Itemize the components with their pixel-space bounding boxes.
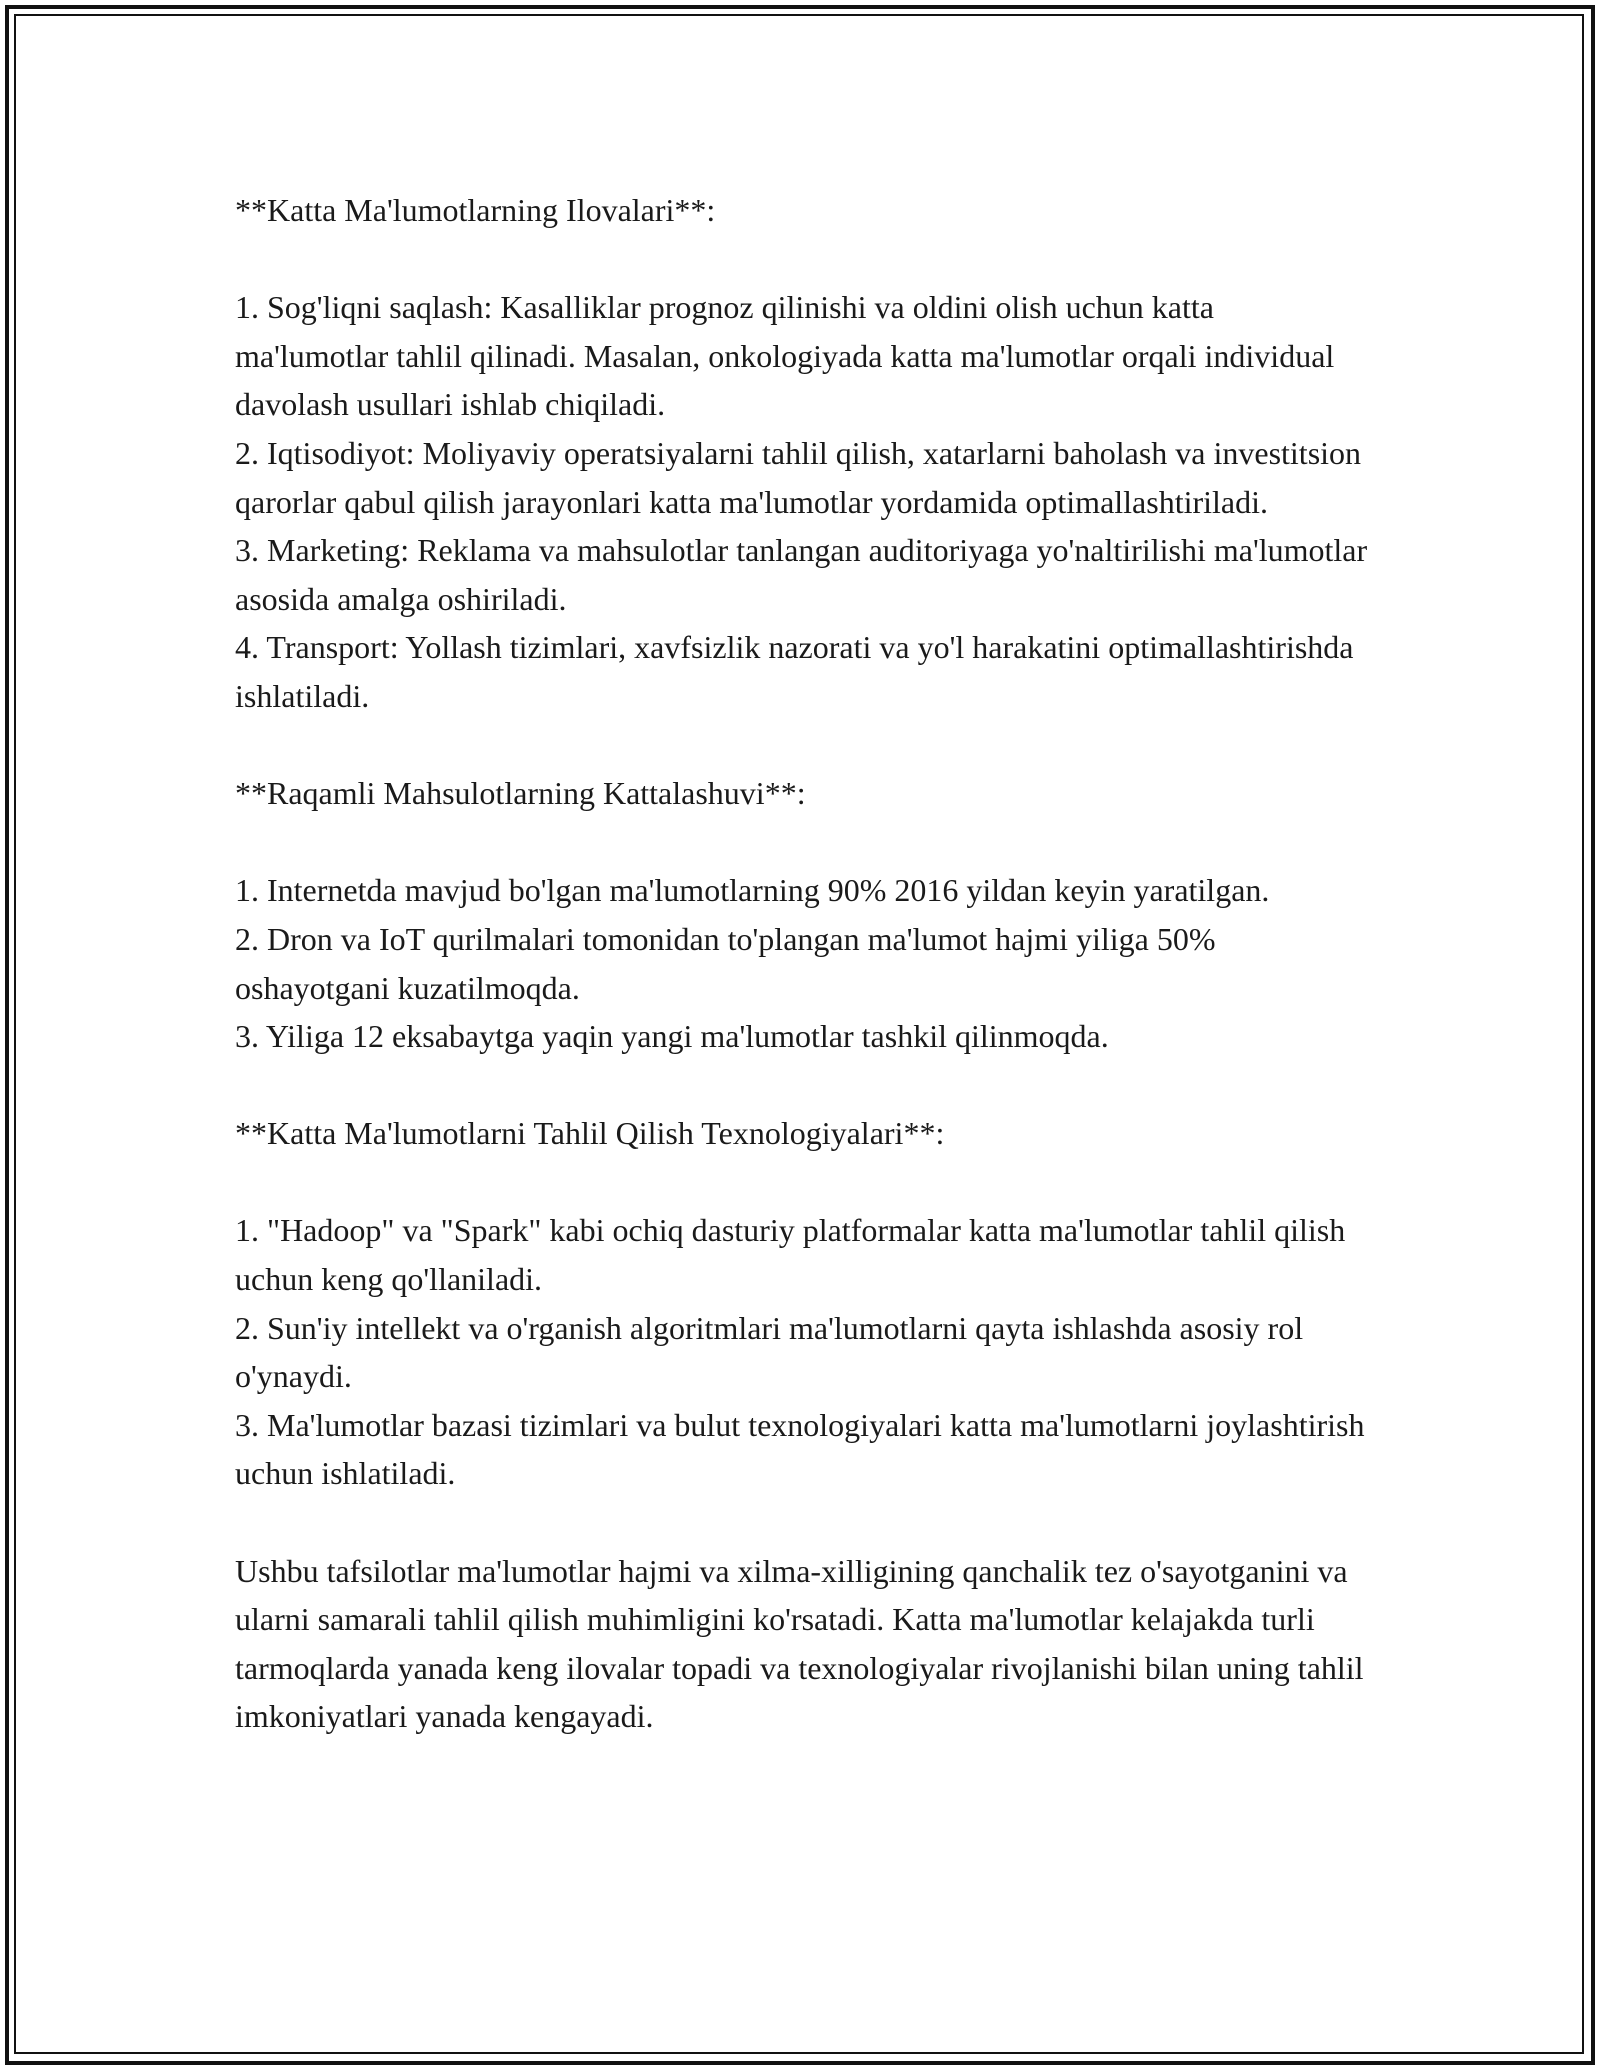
section-technologies (235, 1109, 1375, 1498)
section-heading: **Raqamli Mahsulotlarning Kattalashuvi**: (235, 775, 806, 812)
section-heading: **Katta Ma'lumotlarni Tahlil Qilish Texnologiyalari**: (235, 1115, 945, 1152)
list-item: 1. Internetda mavjud bo'lgan ma'lumotlarning 90% 2016 yildan keyin yaratilgan. (235, 872, 1270, 909)
section-digital-growth (235, 769, 1375, 1061)
document-body (235, 186, 1375, 1741)
closing-paragraph: Ushbu tafsilotlar ma'lumotlar hajmi va xilma-xilligining qanchalik tez o'sayotganini va ularni samarali tahlil qilish muhimligini ko'rsatadi. Katta ma'lumotlar kelajakda turli tarmoqlarda yanada keng ilovalar topadi va texnologiyalar rivojlanishi bilan uning tahlil imkoniyatlari yanada kengayadi. (235, 1552, 1364, 1735)
section-applications (235, 186, 1375, 721)
list-item: 1. "Hadoop" va "Spark" kabi ochiq dasturiy platformalar katta ma'lumotlar tahlil qilish uchun keng qo'llaniladi. (235, 1212, 1346, 1298)
list-item: 3. Yiliga 12 eksabaytga yaqin yangi ma'lumotlar tashkil qilinmoqda. (235, 1018, 1109, 1055)
list-item: 2. Dron va IoT qurilmalari tomonidan to'plangan ma'lumot hajmi yiliga 50% oshayotgani kuzatilmoqda. (235, 920, 1216, 1006)
list-item: 4. Transport: Yollash tizimlari, xavfsizlik nazorati va yo'l harakatini optimallashtirishda ishlatiladi. (235, 629, 1354, 714)
list-item: 2. Iqtisodiyot: Moliyaviy operatsiyalarni tahlil qilish, xatarlarni baholash va investitsion qarorlar qabul qilish jarayonlari katta ma'lumotlar yordamida optimallashtiriladi. (235, 434, 1362, 520)
list-item: 2. Sun'iy intellekt va o'rganish algoritmlari ma'lumotlarni qayta ishlashda asosiy rol o'ynaydi. (235, 1309, 1304, 1395)
list-item: 3. Marketing: Reklama va mahsulotlar tanlangan auditoriyaga yo'naltirilishi ma'lumotlar asosida amalga oshiriladi. (235, 532, 1368, 617)
section-heading: **Katta Ma'lumotlarning Ilovalari**: (235, 192, 716, 228)
list-item: 3. Ma'lumotlar bazasi tizimlari va bulut texnologiyalari katta ma'lumotlarni joylashtirish uchun ishlatiladi. (235, 1406, 1365, 1492)
list-item: 1. Sog'liqni saqlash: Kasalliklar prognoz qilinishi va oldini olish uchun katta ma'lumotlar tahlil qilinadi. Masalan, onkologiyada katta ma'lumotlar orqali individual davolash usullari ishlab chiqiladi. (235, 289, 1335, 423)
